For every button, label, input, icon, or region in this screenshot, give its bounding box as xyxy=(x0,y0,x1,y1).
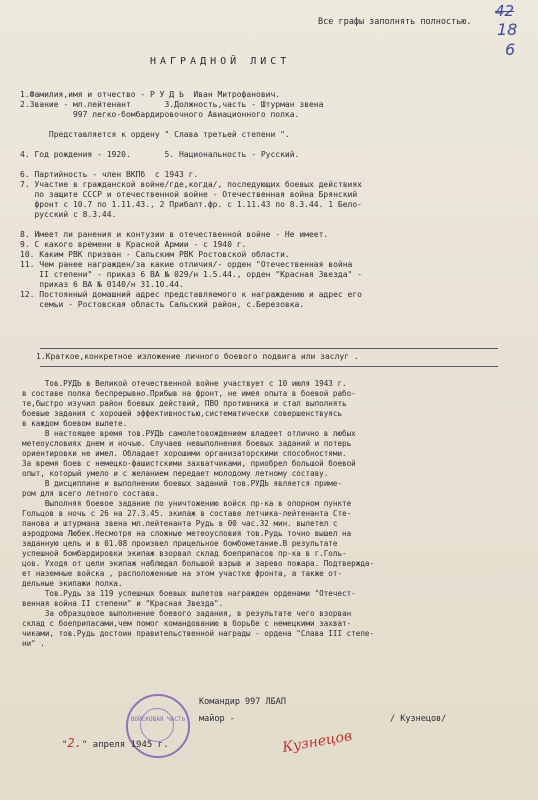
body-line: успешной бомбардировки экипаж взорвал склад боеприпасов пр-ка в г.Голь- xyxy=(22,549,347,558)
body-line: чиками, тов.Рудь достоин правительственной награды - ордена "Слава III степе- xyxy=(22,629,375,638)
field-line: Представляется к ордену " Слава третьей степени ". xyxy=(20,130,290,139)
body-line: Тов.РУДЬ в Великой отечественной войне участвует с 10 июля 1943 г. xyxy=(22,379,347,388)
archive-number-crossed: 42 xyxy=(495,2,515,20)
field-line xyxy=(20,140,525,150)
body-line: дельные экипажи полка. xyxy=(22,579,123,588)
body-line: аэродрома Любек.Несмотря на сложные метеоусловия тов.Рудь точно вышел на xyxy=(22,529,352,538)
field-line: русский с 8.3.44. xyxy=(20,210,117,219)
signature-date: "2." апреля 1945 г. xyxy=(62,736,169,750)
body-line: боевые задания с хорошей эффективностью,систематически совершенствуясь xyxy=(22,409,343,418)
body-line: Гольцов в ночь с 26 на 27.3.45. экипаж в составе летчика-лейтенанта Сте- xyxy=(22,509,352,518)
section-rule-bottom xyxy=(40,366,498,367)
commander-title: Командир 997 ЛБАП xyxy=(199,697,286,707)
field-line: 10. Каким РВК призван - Сальским РВК Ростовской области. xyxy=(20,250,290,259)
section-rule-top xyxy=(40,348,498,349)
field-line: 4. Год рождения - 1920. 5. Национальность - Русский. xyxy=(20,150,300,159)
body-line: склад с боеприпасами,чем помог командованию в борьбе с немецкими захват- xyxy=(22,619,352,628)
field-line: 1.Фамилия,имя и отчество - Р У Д Ь Иван Митрофанович. xyxy=(20,90,281,99)
body-line: ром для всего летного состава. xyxy=(22,489,160,498)
body-line: ни" . xyxy=(22,639,45,648)
body-line: Тов.Рудь за 119 успешных боевых вылетов награжден орденами "Отечест- xyxy=(22,589,356,598)
personal-fields xyxy=(20,90,525,310)
body-line: В настоящее время тов.РУДЬ самолетовождением владеет отлично в любых xyxy=(22,429,356,438)
stamp-text: ВОЙСКОВАЯ ЧАСТЬ xyxy=(130,716,186,723)
field-line: фронт с 10.7 по 1.11.43., 2 Прибалт.фр. с 1.11.43 по 8.3.44. 1 Бело- xyxy=(20,200,362,209)
date-month-year: " апреля 1945 г. xyxy=(81,740,169,750)
body-line: Выполняя боевое задание по уничтожению войск пр-ка в опорном пункте xyxy=(22,499,352,508)
archive-number: 18 xyxy=(497,20,518,39)
body-line: заданную цель и в 01.08 произвел прицельное бомбометание.В результате xyxy=(22,539,338,548)
field-line xyxy=(20,160,525,170)
field-line xyxy=(20,120,525,130)
body-line: ет наземные войска , расположенные на этом участке фронта, а также от- xyxy=(22,569,343,578)
commander-rank: майор - xyxy=(199,714,235,724)
body-line: венная война II степени" и "Красная Звезда". xyxy=(22,599,224,608)
archive-sheet-number: 6 xyxy=(505,40,516,59)
body-line: в составе полка беспрерывно.Прибыв на фронт, не имея опыта в боевой рабо- xyxy=(22,389,356,398)
body-line: метеоусловиях днем и ночью. Случаев невыполнения боевых заданий и потерь xyxy=(22,439,352,448)
field-line: 9. С какого времени в Красной Армии - с 1940 г. xyxy=(20,240,247,249)
body-line: За образцовое выполнение боевого задания, в результате чего взорван xyxy=(22,609,352,618)
fill-all-fields-note: Все графы заполнять полностью. xyxy=(318,17,472,27)
feat-description xyxy=(22,379,526,649)
body-line: те,быстро изучил район боевых действий, ПВО противника и стал выполнять xyxy=(22,399,347,408)
field-line: 997 легко-бомбардировочного Авиационного полка. xyxy=(20,110,300,119)
field-line xyxy=(20,220,525,230)
commander-name: / Кузнецов/ xyxy=(390,714,447,724)
document-title: НАГРАДНОЙ ЛИСТ xyxy=(150,56,291,67)
date-day: 2. xyxy=(67,736,82,750)
body-line: В дисциплине и выполнении боевых заданий тов.РУДЬ является приме- xyxy=(22,479,343,488)
body-line: За время боев с немецко-фашистскими захватчиками, приобрел большой боевой xyxy=(22,459,356,468)
field-line: семьи - Ростовская область Сальский район, с.Березовка. xyxy=(20,300,305,309)
field-line: 6. Партийность - член ВКПб с 1943 г. xyxy=(20,170,199,179)
body-line: в каждом боевом вылете. xyxy=(22,419,128,428)
field-line: 7. Участие в гражданской войне/где,когда/, последующих боевых действиях xyxy=(20,180,362,189)
body-line: цов. Уходя от цели экипаж наблюдал большой взрыв и зарево пожара. Подтвержда- xyxy=(22,559,375,568)
field-line: по защите СССР и отечественной войне - Отечественная война Брянский xyxy=(20,190,358,199)
field-line: 2.Звание - мл.лейтенант 3.Должность,часть - Штурман звена xyxy=(20,100,324,109)
section-heading: 1.Краткое,конкретное изложение личного боевого подвига или заслуг . xyxy=(36,352,359,361)
field-line: приказ 6 ВА № 0140/н 31.10.44. xyxy=(20,280,184,289)
field-line: 11. Чем ранее награжден/за какие отличия/- орден "Отечественная война xyxy=(20,260,353,269)
body-line: ориентировки не имел. Обладает хорошими организаторскими способностями. xyxy=(22,449,347,458)
body-line: панова и штурмана звена мл.лейтенанта Рудь в 00 час.32 мин. вылетел с xyxy=(22,519,338,528)
field-line: 12. Постоянный домашний адрес представляемого к награждению и адрес его xyxy=(20,290,362,299)
field-line: II степени" - приказ 6 ВА № 029/н 1.5.44., орден "Красная Звезда" - xyxy=(20,270,362,279)
field-line: 8. Имеет ли ранения и контузии в отечественной войне - Не имеет. xyxy=(20,230,329,239)
handwritten-signature: Кузнецов xyxy=(281,728,354,756)
body-line: опыт, который умело и с желанием передает молодому летному составу. xyxy=(22,469,329,478)
